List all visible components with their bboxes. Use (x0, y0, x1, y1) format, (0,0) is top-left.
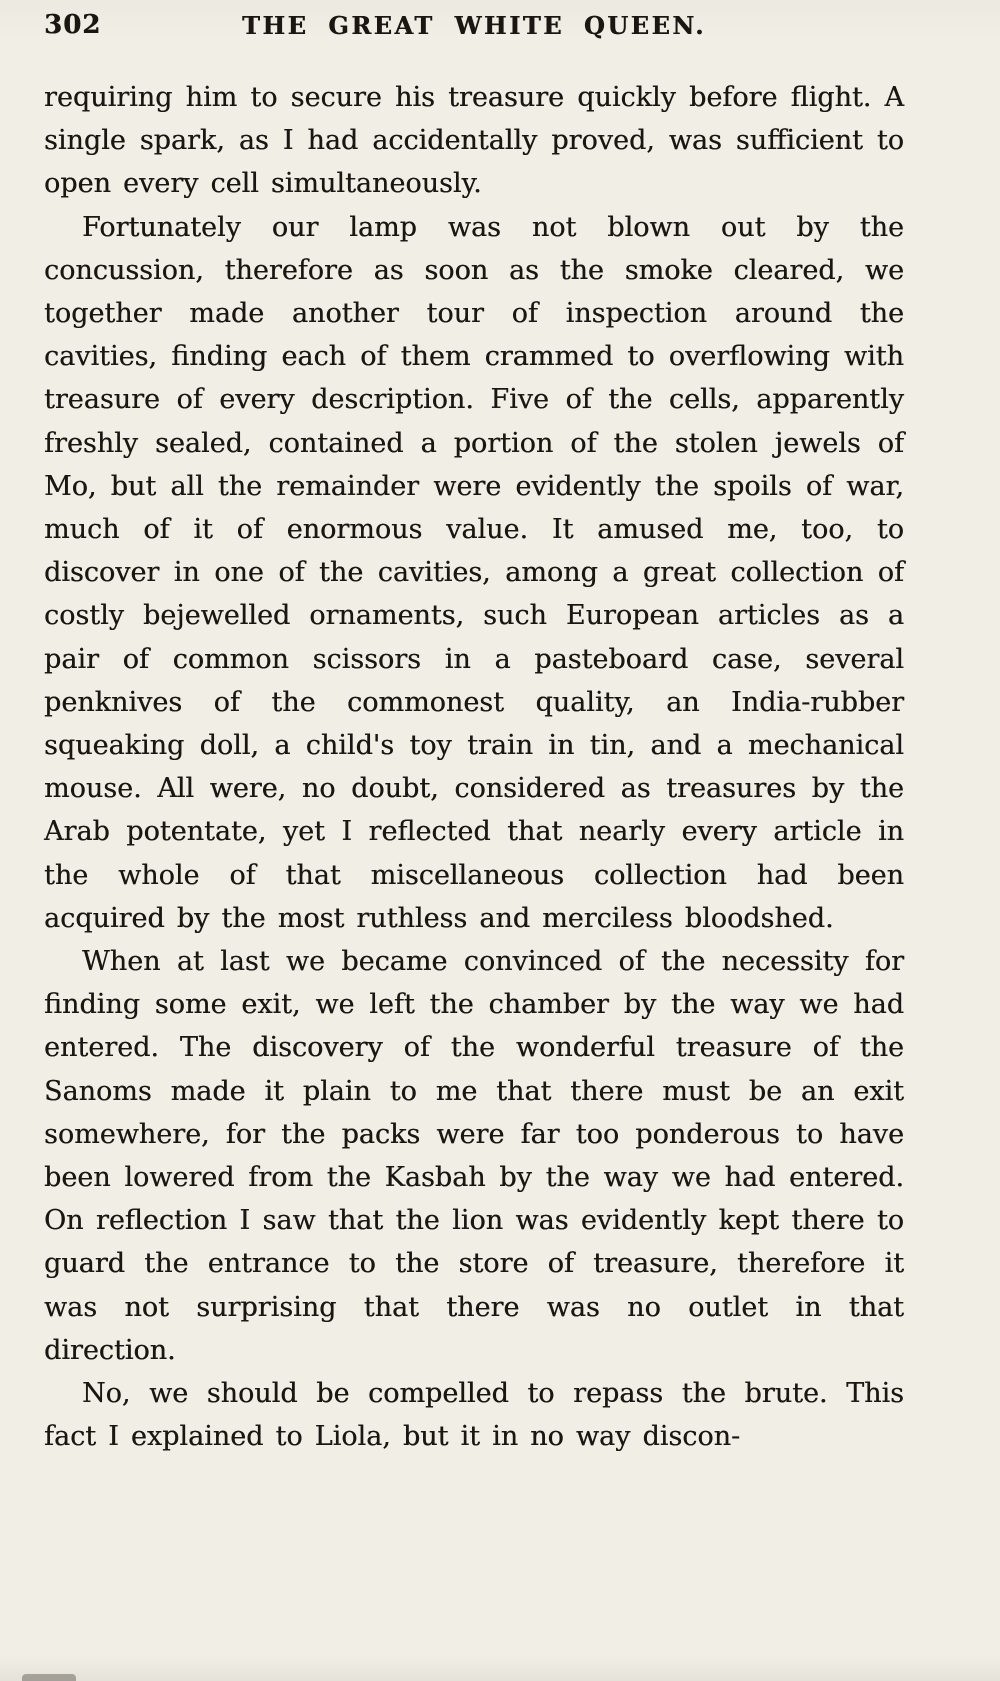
paragraph: When at last we became convinced of the necessity for finding some exit, we left the chamber by the way we had entered. The discovery of the wonderful treasure of the Sanoms made it plain to me that there must be an exit somewhere, for the packs were far too ponderous to have been lowered from the Kasbah by the way we had entered. On reflection I saw that the lion was evidently kept there to guard the entrance to the store of treasure, therefore it was not surprising that there was no outlet in that direction. (44, 946, 904, 1366)
paragraph: Fortunately our lamp was not blown out by the concussion, therefore as soon as the smoke cleared, we together made another tour of inspection around the cavities, finding each of them crammed to overflowing with treasure of every description. Five of the cells, apparently freshly sealed, contained a portion of the stolen jewels of Mo, but all the remainder were evidently the spoils of war, much of it of enormous value. It amused me, too, to discover in one of the cavities, among a great collection of costly bejewelled ornaments, such European articles as a pair of common scissors in a pasteboard case, several penknives of the commonest quality, an India-rubber squeaking doll, a child's toy train in tin, and a mechanical mouse. All were, no doubt, considered as treasures by the Arab potentate, yet I reflected that nearly every article in the whole of that miscellaneous collection had been acquired by the most ruthless and merciless bloodshed. (44, 211, 904, 934)
page-number: 302 (44, 10, 102, 40)
scan-edge-smudge (22, 1674, 76, 1681)
paragraph: requiring him to secure his treasure quickly before flight. A single spark, as I had accidentally proved, was sufficient to open every cell simultaneously. (44, 82, 904, 200)
page-body-text (44, 76, 904, 1459)
running-header-title: THE GREAT WHITE QUEEN. (242, 11, 706, 40)
running-header (44, 10, 904, 44)
paragraph: No, we should be compelled to repass the brute. This fact I explained to Liola, but it in no way discon- (44, 1378, 904, 1453)
